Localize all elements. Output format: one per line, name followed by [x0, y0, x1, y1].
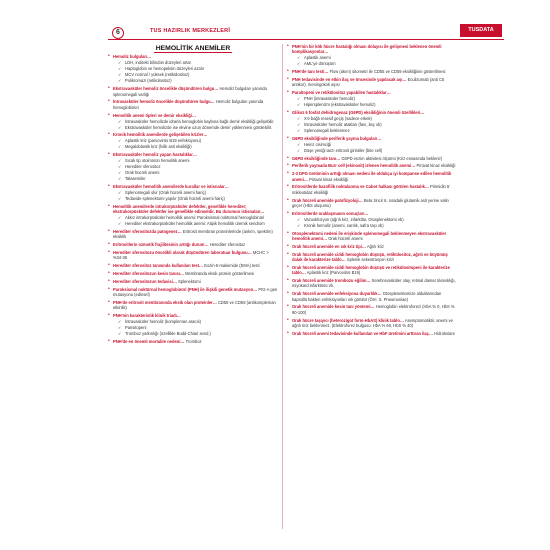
- answer-text: Splenektomi: [178, 278, 201, 284]
- answer-subitem: ✓ İntravasküler hemolizde idrarla hemoglobin kaybına bağlı demir eksikliği gelişebilir.: [113, 119, 278, 124]
- answer-subitem: ✓ Aplastik anemi: [292, 55, 457, 60]
- answer-subitem: ✓ Tromboz yatkınlığı (özellikle Budd-Chiari send.): [113, 331, 278, 336]
- question-item: [108, 132, 278, 149]
- answer-text: Flow (akım) sitometri ile CD55 ve CD59 eksikliğinin gösterilmesi: [329, 69, 446, 75]
- question-item: [287, 163, 457, 168]
- question-item: [287, 331, 457, 336]
- question-text: Herediter sferositozun tedavisi…: [113, 278, 177, 284]
- question-text: PNH'nin karakteristik klinik triadı…: [113, 313, 181, 318]
- page-number: 6: [112, 27, 124, 39]
- answer-subitem: ✓ Pansitopeni: [113, 325, 278, 330]
- answer-subitem: ✓ Akkız intrakorpüsküler hemolitik anemi: Paroksismal noktürnal hemoglobinüri: [113, 215, 278, 220]
- question-item: [287, 211, 457, 228]
- answer-subitem: ✓ Heinz cisimciği: [292, 142, 457, 147]
- answer-text: Tromboz: [185, 338, 202, 344]
- question-item: [108, 99, 278, 110]
- column-divider: [282, 44, 283, 529]
- answer-text: Eritrosit membran proteinlerinde (ankrin, spektrin) eksiklik: [113, 229, 273, 240]
- header-title: TUS HAZIRLIK MERKEZLERİ: [150, 28, 231, 34]
- question-text: G6PD eksikliğinde tanı…: [292, 155, 341, 161]
- answer-text: Otosplenektomize olduklarından kapsüllü bakteri enfeksiyonları sık görülür (Örn: S. Pneumoniae): [292, 291, 442, 302]
- question-text: Orak hücreli anemide en sık kriz tipi…: [292, 243, 366, 249]
- question-item: [108, 279, 278, 284]
- question-text: Ekstravasküler hemoliz öncelikle düşündüren bulgu…: [113, 86, 219, 92]
- question-item: [287, 44, 457, 67]
- answer-subitem: ✓ Polikromazi (retikülositoz): [113, 78, 278, 83]
- question-item: [108, 287, 278, 298]
- question-text: Orak hücreli anemide ciddi hemoglobin düşüşü, retikülositoz, ağrılı ve büyümüş dalak ile karakterize tablo…: [292, 251, 448, 262]
- question-item: [108, 339, 278, 344]
- question-item: [108, 113, 278, 130]
- answer-text: Hidroksiüre: [434, 330, 455, 336]
- answer-text: Aplastik kriz (Parvovirüs B19): [306, 270, 361, 276]
- answer-subitem: ✓ Talasemiler: [113, 176, 278, 181]
- question-text: PNH'de tanı testi…: [292, 69, 329, 75]
- answer-subitem: ✓ Kronik hemoliz (anemi, sarılık, safra taşı vb): [292, 223, 457, 228]
- question-item: [108, 263, 278, 268]
- question-text: Orak hücreli anemide enfeksiyona duyarlılık…: [292, 291, 382, 297]
- question-text: Orak hücreli anemide ciddi hemoglobin düşüşü ve retikülositopeni ile karakterize tablo…: [292, 264, 450, 276]
- answer-subitem: ✓ Aplastik kriz (parvovirüs B19 enfeksiyonu): [113, 138, 278, 143]
- answer-text: Orak hücreli anemi: [328, 236, 363, 241]
- answer-text: Beta zincir 6. sıradaki glutamik asit yerine valin geçer (HbS oluşumu): [292, 197, 449, 208]
- answer-subitem: ✓ İntravasküler hemoliz atakları (favı, ilaç vb): [292, 122, 457, 127]
- question-item: [287, 231, 457, 242]
- answer-text: CD55 ve CD59 (antikompleman etkinlik): [113, 299, 276, 311]
- question-text: PNH'de eritrosit membranında eksik olan proteinler…: [113, 299, 217, 305]
- question-text: Hemoliz bulguları…: [113, 54, 152, 60]
- answer-text: Asemptomatiktir, anemi ve ağrılı kriz beklenmez. (Elektroforez bulgusu: HbA % 60, HbS % 40): [292, 317, 453, 329]
- answer-text: MCHC > %34-36: [113, 250, 269, 261]
- answer-text: Ağrılı kriz: [366, 243, 384, 249]
- question-text: Ekstravasküler hemolitik anemilerde kurallar ve istisnalar…: [113, 184, 229, 189]
- answer-subitem: ✓ Sıcak tip otoimmün hemolitik anemi: [113, 158, 278, 163]
- question-item: [287, 318, 457, 329]
- answer-subitem: ✓ PNH (intravasküler hemoliz): [292, 96, 457, 101]
- question-item: [108, 86, 278, 97]
- question-item: [287, 69, 457, 74]
- question-item: [287, 244, 457, 249]
- answer-subitem: ✓ Vazooklüzyon (ağrılı kriz, infarktlar, Otosplenektomi vb): [292, 217, 457, 222]
- answer-subitem: ✓ Ekstravasküler hemolizde ise ekvine uzun dönemde demir yüklenmesi görülebilir.: [113, 125, 278, 130]
- question-item: [108, 250, 278, 261]
- question-text: Periferik yaymada Burr cell (ekinosit) izlenen hemolitik anemi…: [292, 163, 416, 169]
- section-title: [108, 46, 278, 51]
- question-item: [287, 110, 457, 133]
- answer-text: Splenik sekestrasyon krizi: [346, 257, 394, 262]
- question-item: [287, 304, 457, 315]
- question-text: Herediter sferositozu öncelikli olarak düşündüren laboratuar bulgusu…: [113, 250, 252, 255]
- publisher-logo: TUSDATA: [460, 24, 502, 37]
- question-item: [108, 152, 278, 181]
- question-item: [287, 184, 457, 195]
- question-item: [108, 300, 278, 311]
- answer-text: G6PD enzim aktivitesi ölçümü (Kriz esnasında beklenir): [341, 155, 443, 161]
- answer-subitem: ✓ Megaloblastik kriz (folik asit eksikliği): [113, 144, 278, 149]
- question-item: [287, 90, 457, 107]
- question-text: PNH'de en önemli mortalite nedeni…: [113, 338, 185, 344]
- answer-subitem: ✓ AML'ye dönüşüm: [292, 61, 457, 66]
- question-text: Glikoz 6 fosfat dehidrogenaz (G6PD) eksikliğinin önemli özellikleri…: [292, 110, 425, 115]
- question-item: [287, 278, 457, 289]
- question-text: Hemolitik anemilerde intrakorpüsküler defektler, genellikle herediter; ekstrakorpüsküler defektler ise genellikle edinseldir. Bu durumun istisnaları…: [113, 203, 265, 215]
- answer-subitem: ✓ Düşe yeniği tarzı eritrosit girintiler (bite cell): [292, 148, 457, 153]
- question-item: [108, 242, 278, 247]
- answer-subitem: ✓ Tedavide splenektomi yapılır (Orak hücreli anemi hariç): [113, 196, 278, 201]
- question-text: Eritrositlerde bazofilik noktalanma ve Cabot halkası görülen hastalık…: [292, 184, 429, 190]
- question-text: Ekstravasküler hemoliz yapan hastalıklar…: [113, 152, 197, 158]
- question-item: [287, 252, 457, 263]
- question-item: [287, 136, 457, 153]
- question-text: Orak hücreli anemi tedavisinde kullanılan ve HbF üretimini arttıran ilaç…: [292, 330, 434, 336]
- left-column: [108, 44, 278, 347]
- answer-text: Eculizumab (anti C5 antikor), meningokok aşısı: [292, 77, 445, 88]
- question-text: PNH'nin bir kök hücre hastalığı olması dolayısı ile gelişmesi beklenen önemli komplikasyonlar…: [292, 44, 442, 55]
- answer-text: Pirimidin 5' nükleotidaz eksikliği: [292, 184, 450, 195]
- question-item: [287, 265, 457, 276]
- question-text: Orak hücreli anemide kesin tanı yöntemi…: [292, 304, 375, 310]
- question-item: [108, 204, 278, 227]
- answer-text: Pirüvat kinaz eksikliği: [416, 163, 456, 169]
- question-item: [287, 198, 457, 209]
- answer-text: Hemoliz bulguları yanında splenomegali varlığı: [113, 86, 267, 97]
- question-text: Eritrositlerde oraklaşmanın sonuçları…: [292, 210, 369, 216]
- answer-subitem: ✓ Herediter ekstrakorpüsküler hemolitik anemi: Atipik hemolitik üremik sendrom: [113, 221, 278, 226]
- question-item: [287, 291, 457, 302]
- answer-subitem: ✓ Herediter sferositoz: [113, 164, 278, 169]
- question-text: Otosplenektomi nedeni ile erişkinde splenomegali beklenmeyen ekstravasküler hemolitik anemi…: [292, 230, 447, 241]
- answer-subitem: ✓ LDH, indirekt bilirubin düzeyleri artar: [113, 60, 278, 65]
- question-text: PNH tedavisinde en etkin ilaç ve öncesinde yapılacak aşı…: [292, 77, 407, 82]
- question-item: [287, 156, 457, 161]
- answer-subitem: ✓ MCV normal / yüksek (retikülositoz): [113, 72, 278, 77]
- question-text: Paraltopeni ve retikülositoz yapabilen hastalıklar…: [292, 90, 391, 96]
- question-text: Herediter sferositozun kesin tanısı…: [113, 271, 184, 276]
- answer-subitem: ✓ Splenomegali beklenmez: [292, 128, 457, 133]
- answer-text: Herediter sferositoz: [209, 242, 246, 248]
- section-title-text: HEMOLİTİK ANEMİLER: [155, 45, 231, 52]
- question-item: [108, 313, 278, 336]
- answer-subitem: ✓ İntravasküler hemoliz (kompleman aracılı): [113, 319, 278, 324]
- question-item: [108, 184, 278, 201]
- question-text: Orak hücreli anemide patofizyoloji…: [292, 197, 363, 203]
- answer-subitem: ✓ Splenomegali olur (Orak hücreli anemi hariç): [113, 190, 278, 195]
- answer-text: Serebrovasküler olay, retinal damar tıkanıklığı, miyokard infarktüsü vb.: [292, 278, 456, 289]
- answer-text: Membranda eksik protein gösterilmesi: [185, 271, 255, 276]
- question-text: İntravasküler hemoliz öncelikle düşündüren bulgu…: [113, 99, 215, 105]
- answer-text: Eozin-5-maleimide (EMA) testi: [204, 263, 260, 269]
- answer-text: PIG-A gen mutasyonu (edinsel): [113, 286, 278, 297]
- question-item: [108, 229, 278, 240]
- question-item: [287, 77, 457, 88]
- answer-text: Hemoliz bulguları yanında hemoglobinüri: [113, 99, 264, 110]
- answer-text: Hemoglobin elektroforezi (HbA % 0, HbS % 90-100): [292, 304, 455, 315]
- question-text: Orak hücreli anemide trombozu eğilim…: [292, 278, 371, 283]
- answer-subitem: ✓ Haptoglobin ve hemopeksin düzeyleri azalır: [113, 66, 278, 71]
- answer-subitem: ✓ X'e bağlı resesif geçiş (sadece erkek): [292, 116, 457, 121]
- question-item: [287, 171, 457, 182]
- question-text: Eritrositlerin ozmotik frajilitesinin arttığı durum…: [113, 242, 209, 248]
- question-text: G6PD eksikliğinde periferik yayma bulguları…: [292, 135, 382, 141]
- question-text: 2-3 DPG üretiminin arttığı olması nedeni ile oldukça iyi kompanse edilen hemolitik anemi…: [292, 171, 452, 182]
- question-text: Kronik hemolitik anemilerde gelişebilen krizler…: [113, 132, 208, 138]
- right-column: [287, 44, 457, 339]
- question-text: Paroksismal noktürnal hemoglobinüri (PNH) ile ilişkili genetik mutasyon…: [113, 286, 258, 292]
- answer-subitem: ✓ Orak hücreli anemi: [113, 170, 278, 175]
- question-item: [108, 54, 278, 83]
- answer-subitem: ✓ Hipersplenizm (ekstravasküler hemoliz): [292, 102, 457, 107]
- question-item: [108, 271, 278, 276]
- question-text: Herediter sferositoz tanısında kullanılan test…: [113, 263, 204, 269]
- answer-text: Pirüvat kinaz eksikliği: [309, 176, 348, 182]
- question-text: Hemolitik anemi tipleri ve demir eksikliği…: [113, 112, 197, 118]
- question-text: Herediter sferositozda patogenez…: [113, 229, 182, 234]
- question-text: Orak hücre taşıyıcı (heterozigot form-HbAS) klinik tablo…: [292, 317, 404, 323]
